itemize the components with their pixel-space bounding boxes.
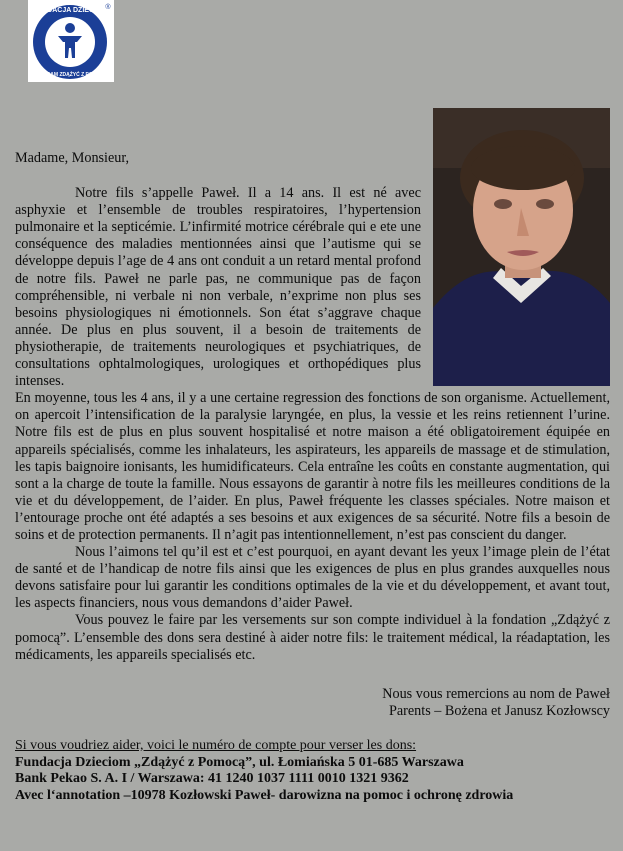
salutation: Madame, Monsieur, — [15, 150, 130, 166]
paragraph-3: Vous pouvez le faire par les versements sur son compte individuel à la fondation „Zdążyć z pomocą”. L’ensemble des dons sera destiné à aider notre fils: le traitement médical, la réadaptation, les médicaments, les appareils specialisés etc. — [15, 612, 610, 663]
bank-account: Bank Pekao S. A. I / Warszawa: 41 1240 1037 1111 0010 1321 9362 — [15, 771, 409, 787]
registered-mark: ® — [105, 4, 111, 11]
foundation-logo-icon — [28, 0, 114, 82]
donation-annotation: Avec l‘annotation –10978 Kozłowski Paweł- darowizna na pomoc i ochronę zdrowia — [15, 787, 514, 803]
paragraph-2: Nous l’aimons tel qu’il est et c’est pourquoi, en ayant devant les yeux l’image plein de l’état de santé et de l’handicap de notre fils ainsi que les exigences de plus en plus grandes auxquelles nous devons satisfaire pour lui garantir les conditions optimales de la vie et du développement, et avant tout, les aspects financiers, nous vous demandons d’aider Paweł. — [15, 544, 610, 612]
signature-parents: Parents – Bożena et Janusz Kozłowscy — [388, 702, 610, 719]
signature-block — [15, 686, 610, 720]
foundation-logo — [28, 0, 114, 82]
paragraph-1-continued: En moyenne, tous les 4 ans, il y a une certaine regression des fonctions de son organisme. Actuellement, on apercoit l’intensification de la paralysie laryngée, en plus, la vessie et les reins retiennent l’urine. Notre fils est de plus en plus souvent hospitalisé et notre maison a été obligatoirement équipée en appareils spécialisés, comme les inhalateurs, les aspirateurs, les appareils de massage et de stimulation, les tapis baignoire ionisants, les humidificateurs. Cela entraîne les coûts en constante augmentation, qui sont a la charge de toute la famille. Nous essayons de garantir à notre fils les meilleures conditions de la vie et du développement, de l’aider. En plus, Paweł fréquente les classes spéciales. Notre maison et l’entourage proche ont été adaptés a ses besoins et aux exigences de sa sécurité. Notre fils a besoin de soins et de protection permanents. Il n’agit pas intentionnellement, n’est pas conscient du danger. — [15, 390, 610, 543]
foundation-address: Fundacja Dzieciom „Zdążyć z Pomocą”, ul. Łomiańska 5 01-685 Warszawa — [15, 754, 464, 770]
paragraph-1-wrapped: Notre fils s’appelle Paweł. Il a 14 ans. Il est né avec asphyxie et l’ensemble de troubles respiratoires, l’hypertension pulmonaire et la septicémie. L’infirmité motrice cérébrale qui e ete une conséquence des maladies mentionnées ainsi que l’autisme qui se développe depuis l’age de 4 ans ont conduit a un retard mental profond de notre fils. Paweł ne parle pas, ne communique pas de façon compréhensible, ni verbale ni non verbale, n’exprime non plus ses besoins physiologiques ni émotionnels. Son état s’aggrave chaque année. De plus en plus souvent, il a besoin de traitements de physiotherapie, de traitements neurologiques et psychiatriques, de consultations ophtalmologiques, urologiques et orthopédiques plus intenses. — [15, 185, 421, 390]
logo-org-text: FUNDACJA DZIECIOM — [32, 7, 108, 14]
donation-info — [15, 738, 610, 804]
letter-body — [15, 150, 610, 804]
logo-program-text: PROGRAM ZDĄŻYĆ Z POMOCĄ — [31, 72, 109, 78]
donation-intro: Si vous voudriez aider, voici le numéro de compte pour verser les dons: — [15, 737, 417, 753]
signature-thanks: Nous vous remercions au nom de Paweł — [382, 685, 610, 702]
